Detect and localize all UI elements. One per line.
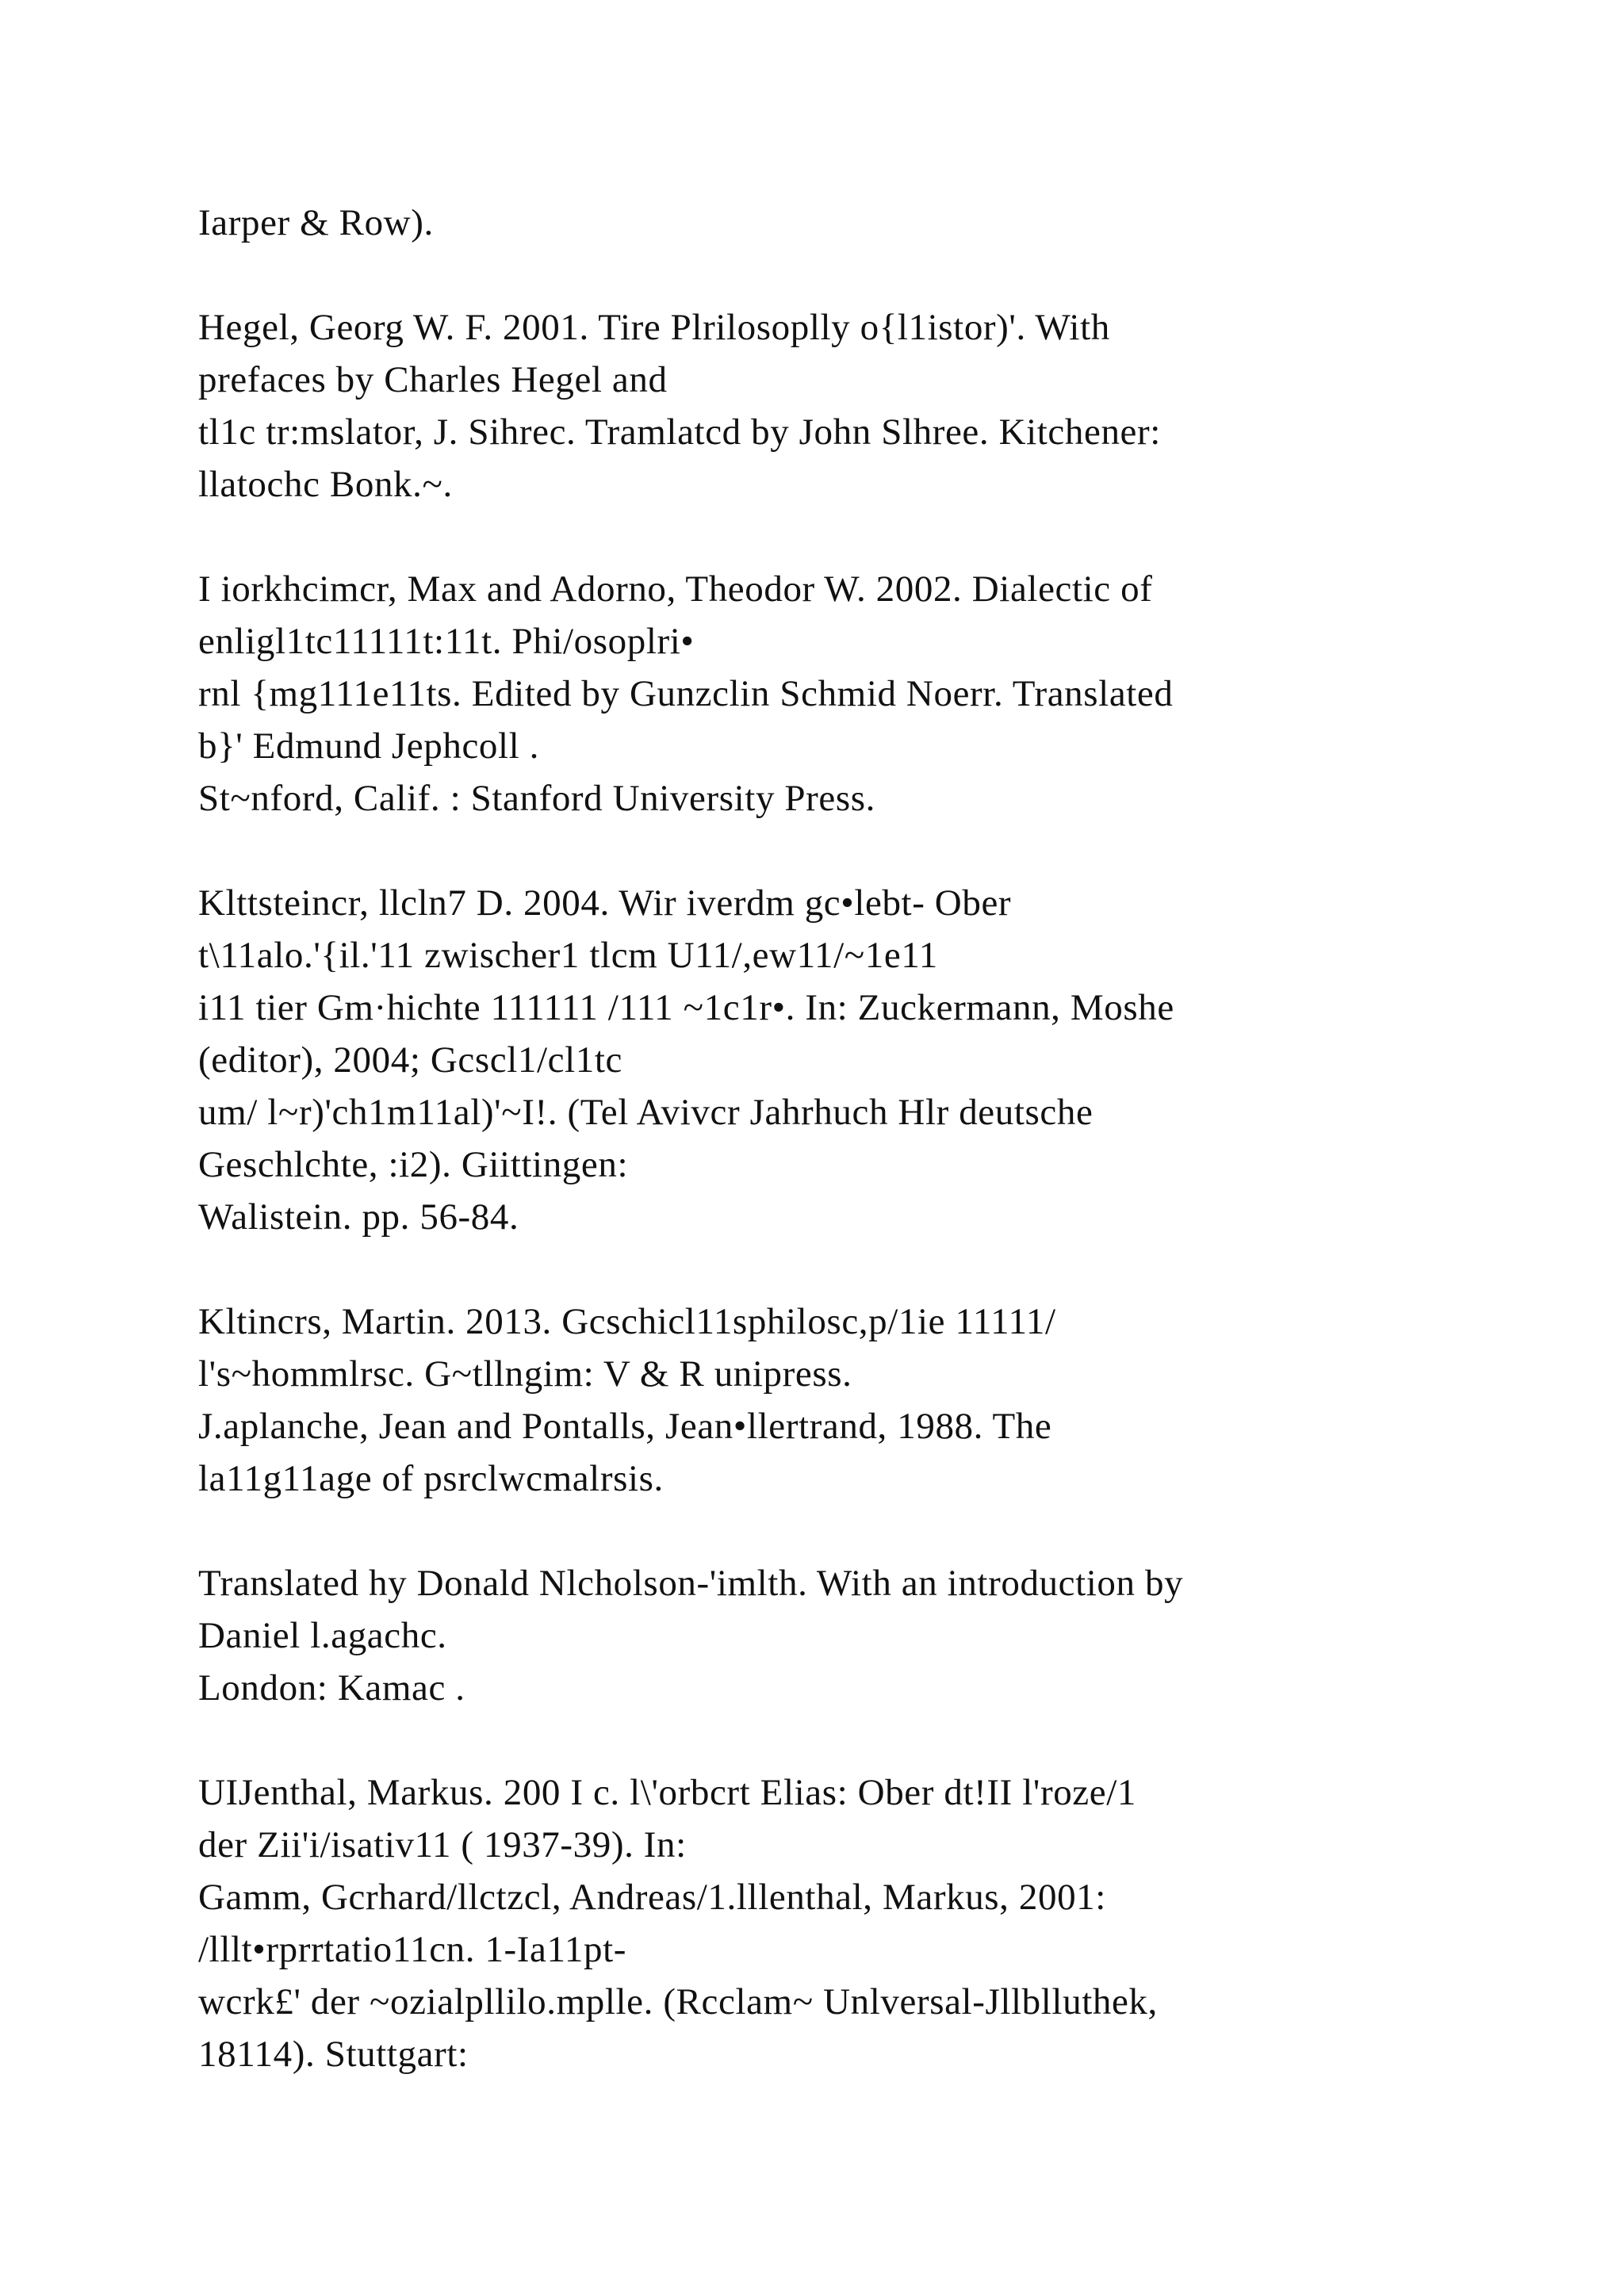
text-line: tl1c tr:mslator, J. Sihrec. Tramlatcd by John Slhree. Kitchener: bbox=[198, 411, 1161, 453]
text-line: Translated hy Donald Nlcholson-'imlth. With an introduction by bbox=[198, 1563, 1184, 1604]
reference-entry bbox=[198, 877, 1546, 1243]
text-line: Kltincrs, Martin. 2013. Gcschicl11sphilosc,p/1ie 11111/ bbox=[198, 1301, 1056, 1342]
text-line: 18114). Stuttgart: bbox=[198, 2034, 469, 2075]
text-line: Walistein. pp. 56-84. bbox=[198, 1196, 519, 1238]
text-line: /lllt•rprrtatio11cn. 1-Ia11pt- bbox=[198, 1929, 626, 1970]
reference-entry bbox=[198, 301, 1546, 511]
text-line: wcrk£' der ~ozialpllilo.mplle. (Rcclam~ Unlversal-Jllblluthek, bbox=[198, 1981, 1158, 2022]
text-line: der Zii'i/isativ11 ( 1937-39). In: bbox=[198, 1824, 687, 1866]
text-line: prefaces by Charles Hegel and bbox=[198, 359, 668, 400]
text-line: la11g11age of psrclwcmalrsis. bbox=[198, 1458, 664, 1499]
text-line: enligl1tc11111t:11t. Phi/osoplri• bbox=[198, 621, 695, 662]
text-line: rnl {mg111e11ts. Edited by Gunzclin Schmid Noerr. Translated bbox=[198, 673, 1174, 714]
text-line: I iorkhcimcr, Max and Adorno, Theodor W. 2002. Dialectic of bbox=[198, 568, 1153, 610]
text-line: Hegel, Georg W. F. 2001. Tire Plrilosoplly o{l1istor)'. With bbox=[198, 307, 1110, 348]
text-line: Geschlchte, :i2). Giittingen: bbox=[198, 1144, 629, 1185]
text-line: Iarper & Row). bbox=[198, 202, 434, 243]
text-line: i11 tier Gm·hichte 111111 /111 ~1c1r•. In: Zuckermann, Moshe bbox=[198, 987, 1174, 1028]
text-line: Klttsteincr, llcln7 D. 2004. Wir iverdm gc•lebt- Ober bbox=[198, 882, 1012, 924]
text-line: London: Kamac . bbox=[198, 1667, 465, 1709]
text-line: J.aplanche, Jean and Pontalls, Jean•llertrand, 1988. The bbox=[198, 1406, 1052, 1447]
text-line: l's~hommlrsc. G~tllngim: V & R unipress. bbox=[198, 1353, 852, 1395]
reference-entry bbox=[198, 1295, 1546, 1505]
reference-entry bbox=[198, 1557, 1546, 1714]
bibliography-text bbox=[198, 197, 1546, 2133]
reference-entry bbox=[198, 563, 1546, 825]
text-line: t\11alo.'{il.'11 zwischer1 tlcm U11/,ew11/~1e11 bbox=[198, 935, 938, 976]
reference-entry bbox=[198, 1766, 1546, 2080]
text-line: Gamm, Gcrhard/llctzcl, Andreas/1.lllenthal, Markus, 2001: bbox=[198, 1877, 1106, 1918]
text-line: (editor), 2004; Gcscl1/cl1tc bbox=[198, 1039, 622, 1081]
text-line: b}' Edmund Jephcoll . bbox=[198, 725, 540, 767]
text-line: um/ l~r)'ch1m11al)'~I!. (Tel Avivcr Jahrhuch Hlr deutsche bbox=[198, 1092, 1094, 1133]
text-line: Daniel l.agachc. bbox=[198, 1615, 447, 1656]
text-line: St~nford, Calif. : Stanford University Press. bbox=[198, 778, 875, 819]
text-line: UIJenthal, Markus. 200 I c. l\'orbcrt Elias: Ober dt!II l'roze/1 bbox=[198, 1772, 1136, 1813]
text-line: llatochc Bonk.~. bbox=[198, 464, 453, 505]
reference-entry bbox=[198, 197, 1546, 249]
